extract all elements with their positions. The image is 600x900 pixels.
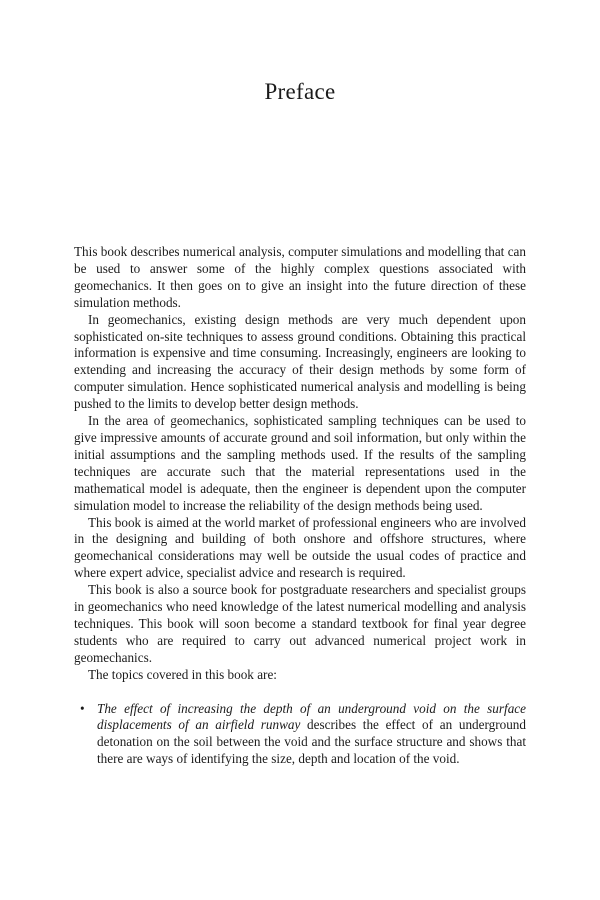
- paragraph: This book is aimed at the world market of professional engineers who are involved in the designing and building of both onshore and offshore structures, where geomechanical considerations may well be outside the usual codes of practice and where expert advice, specialist advice and research is required.: [74, 514, 526, 581]
- paragraph: In geomechanics, existing design methods are very much dependent upon sophisticated on-site techniques to assess ground conditions. Obtaining this practical information is expensive and time consuming. Increasingly, engineers are looking to extending and increasing the accuracy of their design methods by some form of computer simulation. Hence sophisticated numerical analysis and modelling is being pushed to the limits to develop better design methods.: [74, 311, 526, 412]
- page-body: [74, 244, 526, 768]
- topic-description: describes the effect of an underground detonation on the soil between the void and the surface structure and shows that there are ways of identifying the size, depth and location of the void.: [97, 717, 526, 767]
- paragraph: In the area of geomechanics, sophisticated sampling techniques can be used to give impressive amounts of accurate ground and soil information, but only within the initial assumptions and the sampling methods used. If the results of the sampling techniques are accurate such that the material representations used in the mathematical model is adequate, then the engineer is dependent upon the computer simulation model to increase the reliability of the design methods being used.: [74, 413, 526, 513]
- page-title: Preface: [264, 79, 336, 105]
- list-item: [74, 701, 526, 769]
- paragraph: This book is also a source book for postgraduate researchers and specialist groups in geomechanics who need knowledge of the latest numerical modelling and analysis techniques. This book will soon become a standard textbook for final year degree students who are required to carry out advanced numerical project work in geomechanics.: [74, 582, 526, 665]
- topics-intro-line: The topics covered in this book are:: [88, 666, 277, 682]
- paragraph: This book describes numerical analysis, computer simulations and modelling that can be used to answer some of the highly complex questions associated with geomechanics. It then goes on to give an insight into the future direction of these simulation methods.: [74, 244, 526, 310]
- bullet-icon: •: [80, 700, 85, 716]
- topics-list: [74, 701, 526, 769]
- topic-title: The effect of increasing the depth of an underground void on the surface displacements of an airfield runway: [97, 700, 526, 733]
